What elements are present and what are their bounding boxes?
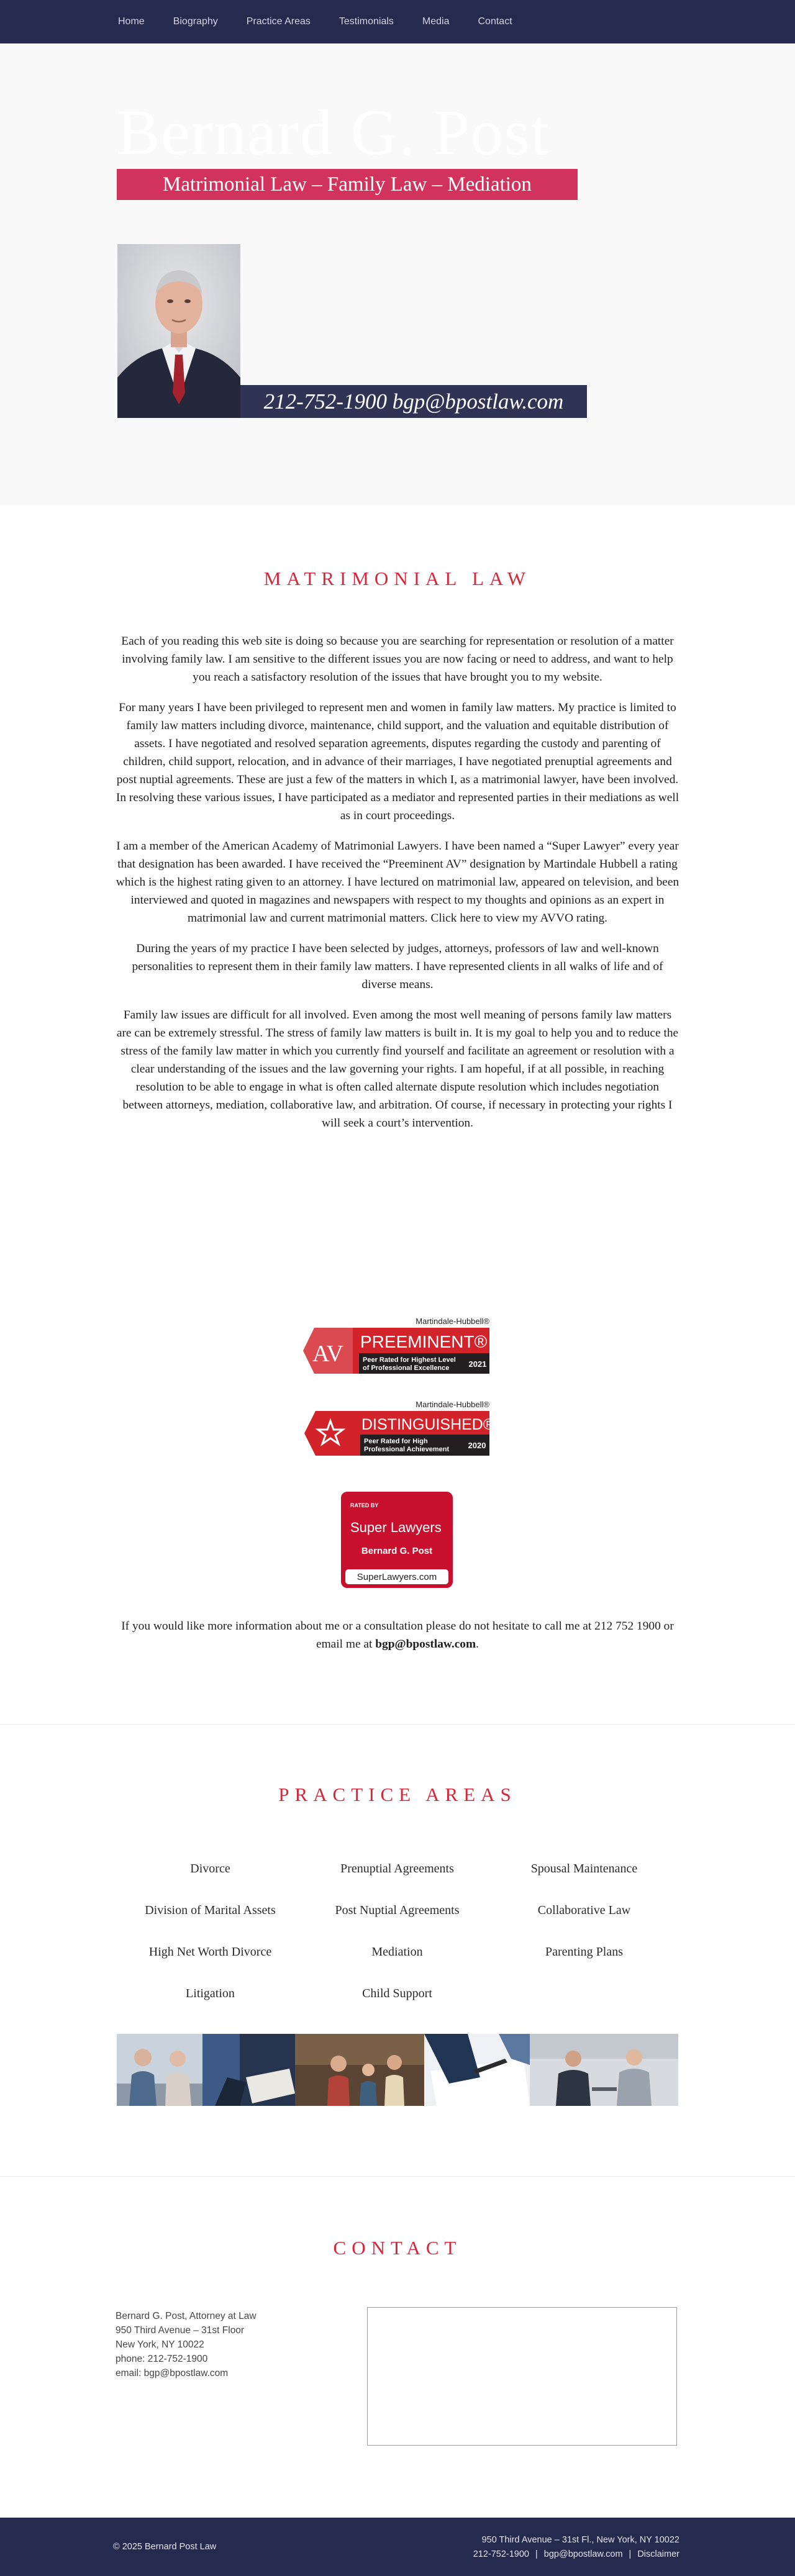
consultation-photo (530, 2034, 678, 2106)
nav-contact[interactable]: Contact (478, 16, 512, 27)
nav-biography[interactable]: Biography (173, 16, 218, 27)
top-navigation (0, 0, 795, 43)
hero-practice-banner: Matrimonial Law – Family Law – Mediation (117, 169, 578, 200)
bio-paragraph: I am a member of the American Academy of Matrimonial Lawyers. I have been named a “Super Lawyer” every year that designation has been awarded. I have received the “Preeminent AV” designation by Martindale Hubbell a rating which is the highest rating given to an attorney. I have lectured on matrimonial law, appeared on television, and been interviewed and quoted in magazines and newspapers with respect to my thoughts and opinions as an expert in matrimonial law and current matrimonial matters. Click here to view my AVVO rating. (116, 840, 679, 925)
practice-area-collaborative-law[interactable]: Collaborative Law (537, 1903, 631, 1917)
hero-name: Bernard G. Post (117, 97, 550, 168)
contact-email[interactable]: email: bgp@bpostlaw.com (116, 2368, 229, 2379)
badge-site: SuperLawyers.com (357, 1572, 437, 1582)
badge-brand: Martindale-Hubbell® (416, 1317, 489, 1326)
practice-area-parenting-plans[interactable]: Parenting Plans (545, 1945, 623, 1959)
nav-home[interactable]: Home (118, 16, 145, 27)
practice-area-high-net-worth[interactable]: High Net Worth Divorce (148, 1945, 272, 1959)
practice-areas-row (117, 1862, 678, 1903)
practice-area-divorce[interactable]: Divorce (190, 1862, 230, 1875)
contact-phone[interactable]: phone: 212-752-1900 (116, 2354, 208, 2364)
footer-email[interactable]: bgp@bpostlaw.com (543, 2549, 623, 2559)
contact-info (116, 2309, 257, 2380)
hero-contact-bar (240, 385, 587, 418)
closing-period: . (476, 1638, 479, 1651)
practice-areas-title: PRACTICE AREAS (278, 1784, 517, 1805)
practice-area-mediation[interactable]: Mediation (371, 1945, 423, 1959)
footer-copyright: © 2025 Bernard Post Law (113, 2542, 217, 2552)
couple-photo (117, 2034, 202, 2106)
contact-form-frame[interactable] (367, 2307, 677, 2446)
contact-address-line1: 950 Third Avenue – 31st Floor (116, 2325, 245, 2336)
badge-title: DISTINGUISHED® (361, 1416, 492, 1433)
practice-areas-photo-strip (117, 2034, 678, 2106)
practice-areas-row (117, 1903, 678, 1945)
av-preeminent-graphic (303, 1317, 493, 1376)
practice-area-division-assets[interactable]: Division of Marital Assets (145, 1903, 276, 1917)
badge-title: PREEMINENT® (360, 1332, 488, 1351)
practice-areas-row (117, 1987, 678, 2028)
badge-line1: Peer Rated for Highest Level (363, 1356, 456, 1364)
closing-text: If you would like more information about me or a consultation please do not hesitate to call me at 212 752 1900 or email me at (121, 1620, 674, 1651)
practice-area-prenuptial[interactable]: Prenuptial Agreements (340, 1862, 454, 1875)
section-divider (0, 2176, 795, 2177)
hero-email[interactable]: bgp@bpostlaw.com (392, 389, 564, 414)
bio-paragraph: Family law issues are difficult for all involved. Even among the most well meaning of persons family law matters are can be extremely stressful. The stress of family law matters is built in. It is my goal to help you and to reduce the stress of the family law matter in which you currently find yourself and facilitate an agreement or resolution with a clear understanding of the issues and the law governing your rights. I am hopeful, if at all possible, in reaching resolution to be able to engage in what is often called alternate dispute resolution which includes negotiation between attorneys, mediation, collaborative law, and arbitration. Of course, if necessary in protecting your rights I will seek a court’s intervention. (116, 1009, 679, 1130)
footer-separator: | (629, 2549, 632, 2559)
nav-media[interactable]: Media (422, 16, 450, 27)
hero-phone[interactable]: 212-752-1900 (263, 389, 387, 414)
closing-paragraph (116, 1617, 679, 1653)
badge-line2: Professional Achievement (364, 1446, 450, 1453)
nav-practice-areas[interactable]: Practice Areas (246, 16, 311, 27)
distinguished-badge[interactable] (304, 1400, 492, 1457)
badge-year: 2021 (468, 1359, 487, 1369)
nav-testimonials[interactable]: Testimonials (338, 16, 394, 27)
practice-area-child-support[interactable]: Child Support (362, 1987, 432, 2000)
distinguished-graphic (304, 1400, 492, 1457)
badge-year: 2020 (468, 1441, 486, 1450)
badge-name: Bernard G. Post (361, 1546, 433, 1556)
nav-list (118, 0, 541, 43)
footer-separator: | (535, 2549, 538, 2559)
badge-brand: Martindale-Hubbell® (416, 1400, 489, 1409)
documents-photo (202, 2034, 295, 2106)
section-divider (0, 1724, 795, 1725)
attorney-portrait (117, 244, 240, 418)
badge-line1: Peer Rated for High (364, 1438, 428, 1445)
practice-area-litigation[interactable]: Litigation (186, 1987, 235, 2000)
badge-rated-by: RATED BY (350, 1502, 379, 1508)
portrait-image (117, 244, 240, 418)
contact-title: CONTACT (333, 2237, 462, 2259)
practice-area-empty (491, 1987, 678, 2028)
hero-section (0, 43, 795, 506)
super-lawyers-graphic (340, 1491, 453, 1589)
badge-title: Super Lawyers (350, 1520, 442, 1535)
contact-address-line2: New York, NY 10022 (116, 2339, 204, 2350)
footer-disclaimer-link[interactable]: Disclaimer (637, 2549, 679, 2559)
footer (0, 2518, 795, 2576)
bio-paragraph: During the years of my practice I have been selected by judges, attorneys, professors of law and well-known personalities to represent them in their family law matters. I have represented clients in all walks of life and of diverse means. (132, 942, 663, 991)
bio-paragraph: Each of you reading this web site is doing so because you are searching for representation or resolution of a matter involving family law. I am sensitive to the different issues you are now facing or need to address, and want to help you reach a satisfactory resolution of the issues that have brought you to my website. (121, 635, 674, 684)
matrimonial-law-content (116, 632, 679, 1145)
footer-address: 950 Third Avenue – 31st Fl., New York, NY 10022 (481, 2535, 679, 2545)
super-lawyers-badge[interactable] (340, 1491, 453, 1589)
matrimonial-law-title: MATRIMONIAL LAW (263, 568, 532, 589)
family-photo (295, 2034, 424, 2106)
bio-paragraph: For many years I have been privileged to represent men and women in family law matters. My practice is limited to family law matters including divorce, maintenance, child support, and the valuation and equitable distribution of assets. I have negotiated and resolved separation agreements, disputes regarding the custody and parenting of children, child support, relocation, and in advance of their marriages, I have negotiated prenuptial agreements and post nuptial agreements. These are just a few of the matters in which I, as a matrimonial lawyer, have been involved. In resolving these various issues, I have participated as a mediator and represented parties in their mediations as well as in court proceedings. (116, 701, 679, 822)
footer-phone[interactable]: 212-752-1900 (473, 2549, 529, 2559)
badge-line2: of Professional Excellence (363, 1364, 450, 1372)
closing-email-link[interactable]: bgp@bpostlaw.com (375, 1638, 476, 1651)
av-preeminent-badge[interactable] (303, 1317, 493, 1376)
practice-areas-grid (117, 1862, 678, 2028)
practice-area-post-nuptial[interactable]: Post Nuptial Agreements (335, 1903, 460, 1917)
practice-areas-row (117, 1945, 678, 1987)
badge-av-mark: AV (312, 1341, 343, 1367)
signing-photo (424, 2034, 530, 2106)
practice-area-spousal-maintenance[interactable]: Spousal Maintenance (530, 1862, 638, 1875)
contact-firm-name: Bernard G. Post, Attorney at Law (116, 2311, 257, 2321)
footer-links (473, 2549, 679, 2559)
